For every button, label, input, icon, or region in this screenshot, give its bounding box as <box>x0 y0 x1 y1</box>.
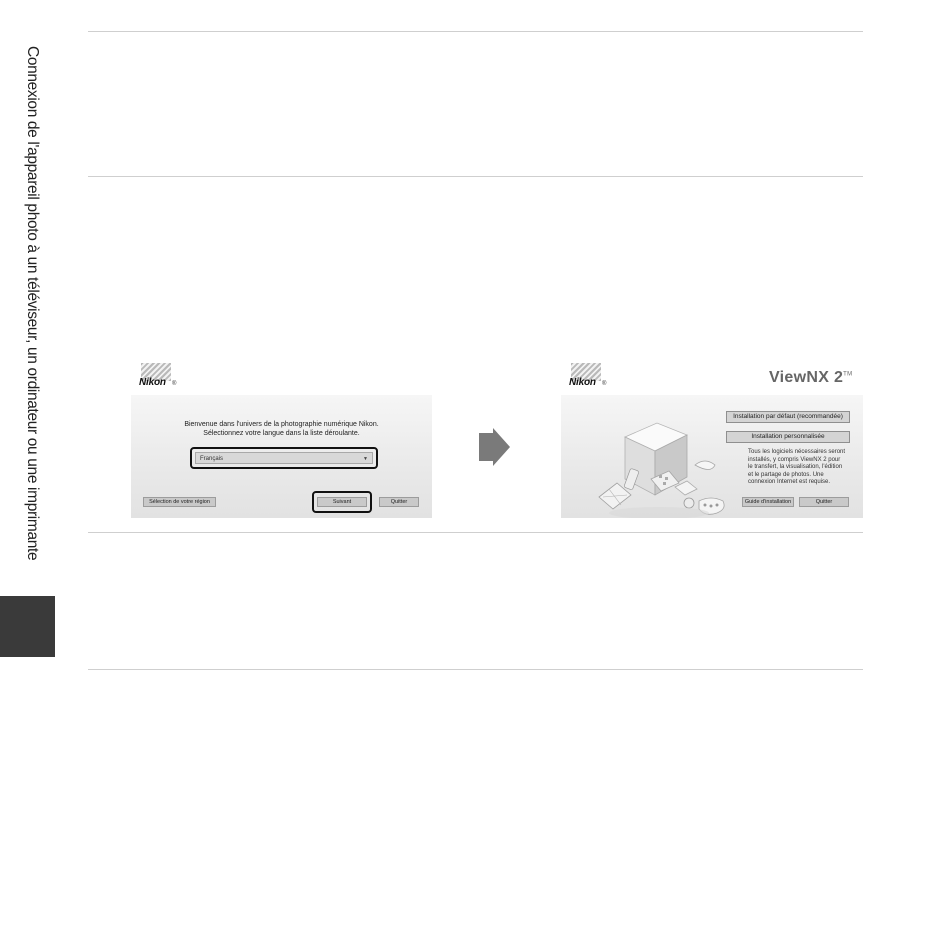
language-select-highlight <box>190 447 378 469</box>
registered-mark: ® <box>172 381 177 387</box>
default-install-button[interactable]: Installation par défaut (recommandée) <box>726 411 850 423</box>
info-line: et le partage de photos. Une <box>748 471 824 478</box>
welcome-line-2: Sélectionnez votre langue dans la liste déroulante. <box>203 430 360 437</box>
info-line: connexion Internet est requise. <box>748 479 831 485</box>
screen-header <box>561 360 863 395</box>
info-line: installés, y compris ViewNX 2 pour <box>748 456 841 463</box>
nikon-logo-text: Nikon <box>139 377 166 388</box>
divider-1 <box>88 31 863 32</box>
divider-4 <box>88 669 863 670</box>
info-line: Tous les logiciels nécessaires seront <box>748 449 846 455</box>
language-selection-screen <box>131 360 432 518</box>
divider-2 <box>88 176 863 177</box>
divider-3 <box>88 532 863 533</box>
product-name: ViewNX 2 <box>769 369 844 386</box>
screen-header <box>131 360 432 395</box>
quit-button[interactable]: Quitter <box>379 497 419 507</box>
nikon-logo-text: Nikon <box>569 377 596 388</box>
software-illustration <box>575 417 735 518</box>
quit-button[interactable]: Quitter <box>799 497 849 507</box>
registered-mark: ® <box>602 381 607 387</box>
welcome-line-1: Bienvenue dans l'univers de la photographie numérique Nikon. <box>184 421 379 428</box>
dropdown-arrow-icon: ▼ <box>363 456 368 462</box>
sidebar-chapter-tab <box>0 596 55 657</box>
next-button[interactable]: Suivant <box>317 497 367 507</box>
region-selection-button[interactable]: Sélection de votre région <box>143 497 216 507</box>
welcome-message <box>131 420 432 438</box>
screen-body <box>561 395 863 518</box>
next-button-highlight <box>312 491 372 513</box>
trademark-mark: TM <box>843 371 853 378</box>
install-info-text <box>748 449 858 487</box>
viewnx-installer-screen <box>561 360 863 518</box>
language-select-value: Français <box>200 456 224 462</box>
sidebar-chapter-title: Connexion de l'appareil photo à un téléviseur, un ordinateur ou une imprimante <box>24 46 41 561</box>
product-title <box>769 369 852 387</box>
screen-body <box>131 395 432 518</box>
next-step-arrow-icon <box>479 428 511 466</box>
install-guide-button[interactable]: Guide d'installation <box>742 497 794 507</box>
custom-install-button[interactable]: Installation personnalisée <box>726 431 850 443</box>
info-line: le transfert, la visualisation, l'édition <box>748 464 843 470</box>
